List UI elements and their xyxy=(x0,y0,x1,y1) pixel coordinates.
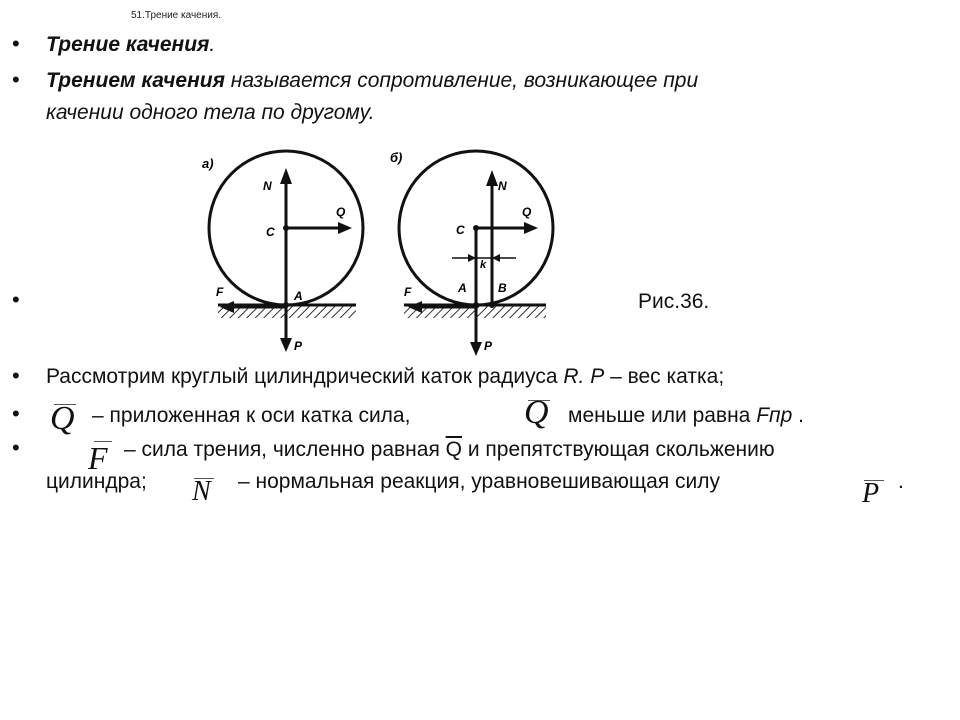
description-text-b: – вес катка; xyxy=(604,365,725,388)
applied-force-text: – приложенная к оси катка сила, xyxy=(92,404,411,427)
definition-rest: называется сопротивление, возникающее при xyxy=(224,69,699,92)
label-c-b: C xyxy=(456,223,465,237)
label-f-b: F xyxy=(404,285,412,299)
heading-line xyxy=(46,31,215,59)
label-n-b: N xyxy=(498,179,507,193)
friction-text-b: и препятствующая скольжению xyxy=(462,438,775,461)
label-q-b: Q xyxy=(522,205,532,219)
bullet-marker: • xyxy=(12,363,20,388)
bullet-marker: • xyxy=(12,31,20,56)
label-k: k xyxy=(480,259,487,271)
bullet-marker: • xyxy=(12,435,20,460)
fpr-symbol: Fпр xyxy=(756,404,793,427)
weight-symbol: P xyxy=(590,365,605,388)
arrowhead-p-a xyxy=(280,338,292,352)
radius-symbol: R. xyxy=(563,365,585,388)
bullet-marker: • xyxy=(12,67,20,92)
panel-b xyxy=(390,150,553,356)
heading-term: Трение качения xyxy=(46,33,210,56)
friction-text-a: – сила трения, численно равная xyxy=(124,438,446,461)
cylinder-text: цилиндра; xyxy=(46,470,147,493)
arrowhead-n-a xyxy=(280,168,292,184)
friction-line xyxy=(124,436,775,464)
symbol-n: N xyxy=(192,476,211,507)
label-f-a: F xyxy=(216,285,224,299)
q-inline: $\overline{Q}$ xyxy=(445,438,463,461)
definition-term: Трением качения xyxy=(46,69,225,92)
slide-header-title: 51.Трение качения. xyxy=(131,10,222,21)
label-p-a: P xyxy=(294,339,303,353)
rolling-friction-figure xyxy=(190,128,560,362)
arrowhead-p-b xyxy=(470,342,482,356)
heading-tail: . xyxy=(209,33,216,56)
label-p-b: P xyxy=(484,339,493,353)
fpr-line xyxy=(568,402,804,430)
arrowhead-q-b xyxy=(524,222,538,234)
symbol-q-2: Q xyxy=(524,394,549,431)
bullet-marker: • xyxy=(12,287,20,312)
symbol-q-1: Q xyxy=(50,400,75,437)
panel-b-label: б) xyxy=(390,150,403,165)
description-text-a: Рассмотрим круглый цилиндрический каток радиуса xyxy=(46,365,564,388)
symbol-f: F xyxy=(88,440,108,476)
figure-caption: Рис.36. xyxy=(638,290,710,313)
definition-line-1 xyxy=(46,67,698,95)
panel-a-label: а) xyxy=(202,156,214,171)
fpr-tail: . xyxy=(792,404,804,427)
arrowhead-n-b xyxy=(486,170,498,186)
definition-line-2: качении одного тела по другому. xyxy=(46,101,375,124)
label-c-a: C xyxy=(266,225,275,239)
label-b-b: B xyxy=(498,281,507,295)
contact-point-a-b xyxy=(473,302,479,308)
label-a-b: A xyxy=(458,281,467,295)
description-line xyxy=(46,363,724,391)
contact-point-b-b xyxy=(489,302,495,308)
label-n-a: N xyxy=(263,179,272,193)
final-period: . xyxy=(898,470,904,493)
label-q-a: Q xyxy=(336,205,346,219)
arrowhead-q-a xyxy=(338,222,352,234)
normal-reaction-text: – нормальная реакция, уравновешивающая силу xyxy=(238,470,721,493)
fpr-text: меньше или равна xyxy=(568,404,757,427)
bullet-marker: • xyxy=(12,401,20,426)
label-a-a: A xyxy=(294,289,303,303)
panel-a xyxy=(202,151,363,353)
symbol-p: P xyxy=(862,478,880,509)
